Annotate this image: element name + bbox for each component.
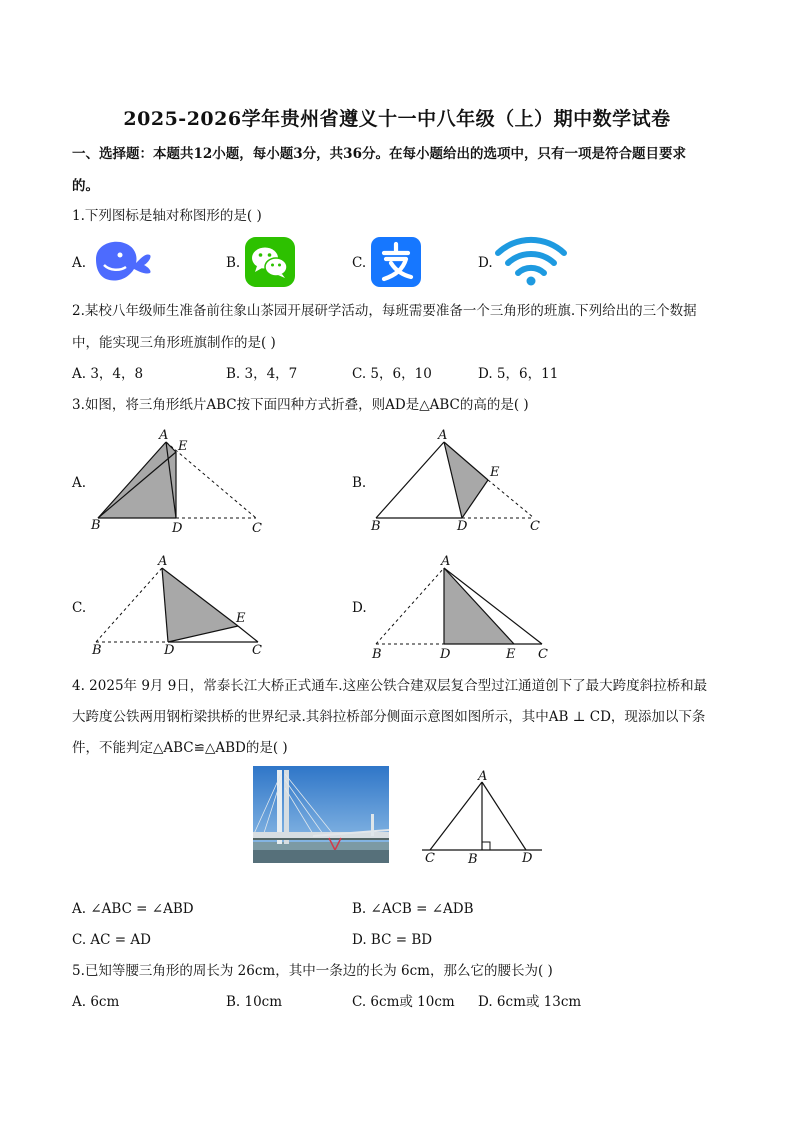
q3b-label-c: C <box>530 519 540 534</box>
q4-stem-cont2: 件，不能判定△ABC≌△ABD的是( ) <box>72 740 288 756</box>
bridge-photo <box>253 766 389 863</box>
q1-option-b-label: B. <box>226 255 241 271</box>
q4-label-c: C <box>425 851 435 866</box>
page-title: 2025-2026学年贵州省遵义十一中八年级（上）期中数学试卷 <box>123 108 671 130</box>
q4-option-d: D. BC = BD <box>352 932 433 948</box>
q3b-label-b: B <box>371 519 381 534</box>
q5-option-a: A. 6cm <box>72 994 120 1010</box>
q3-option-b-label: B. <box>352 475 367 491</box>
q5-stem: 5.已知等腰三角形的周长为 26cm，其中一条边的长为 6cm，那么它的腰长为( ) <box>72 963 553 979</box>
q4-stem: 4. 2025年 9月 9日，常泰长江大桥正式通车.这座公铁合建双层复合型过江通道创下了最大跨度斜拉桥和最 <box>72 678 708 694</box>
q3c-label-d: D <box>164 643 175 658</box>
q3d-label-e: E <box>506 647 516 662</box>
q4-label-b: B <box>468 852 478 867</box>
section-instructions: 一、选择题：本题共12小题，每小题3分，共36分。在每小题给出的选项中，只有一项是符合题目要求 <box>72 146 686 162</box>
q3d-label-b: B <box>372 647 382 662</box>
q3b-label-d: D <box>457 519 468 534</box>
q4-figure <box>418 770 548 870</box>
q4-option-c: C. AC = AD <box>72 932 151 948</box>
q4-stem-cont: 大跨度公铁两用钢桁梁拱桥的世界纪录.其斜拉桥部分侧面示意图如图所示，其中AB ⊥ CD，现添加以下条 <box>72 709 706 725</box>
q3-stem: 3.如图，将三角形纸片ABC按下面四种方式折叠，则AD是△ABC的高的是( ) <box>72 397 529 413</box>
q4-option-a: A. ∠ABC = ∠ABD <box>72 901 194 917</box>
q2-option-d: D. 5，6，11 <box>478 366 559 382</box>
q3d-label-a: A <box>441 554 451 569</box>
section-instructions-cont: 的。 <box>72 178 99 194</box>
q3d-label-c: C <box>538 647 548 662</box>
q3b-label-e: E <box>490 465 500 480</box>
q3-figure-c <box>88 552 278 660</box>
q4-option-b: B. ∠ACB = ∠ADB <box>352 901 474 917</box>
whale-logo-icon <box>90 235 140 285</box>
q5-option-b: B. 10cm <box>226 994 283 1010</box>
q4-label-d: D <box>522 851 533 866</box>
q3a-label-a: A <box>159 428 169 443</box>
q3a-label-d: D <box>172 521 183 534</box>
q3b-label-a: A <box>438 428 448 443</box>
q3c-label-c: C <box>252 643 262 658</box>
q1-option-a-label: A. <box>72 255 87 271</box>
q1-option-d-label: D. <box>478 255 493 271</box>
q2-option-b: B. 3，4，7 <box>226 366 298 382</box>
q3c-label-e: E <box>236 611 246 626</box>
q3-option-d-label: D. <box>352 600 367 616</box>
q3a-label-e: E <box>178 439 188 454</box>
q2-stem: 2.某校八年级师生准备前往象山茶园开展研学活动，每班需要准备一个三角形的班旗.下列给出的三个数据 <box>72 303 697 319</box>
q3a-label-c: C <box>252 521 262 534</box>
q3a-label-b: B <box>91 518 101 533</box>
q4-label-a: A <box>478 770 488 784</box>
q3c-label-a: A <box>158 554 168 569</box>
wifi-icon <box>494 235 568 287</box>
q3-option-a-label: A. <box>72 475 87 491</box>
q2-option-c: C. 5，6，10 <box>352 366 432 382</box>
q3-figure-d <box>366 552 556 662</box>
q1-option-c-label: C. <box>352 255 367 271</box>
q3-option-c-label: C. <box>72 600 87 616</box>
q3c-label-b: B <box>92 643 102 658</box>
q2-stem-cont: 中，能实现三角形班旗制作的是( ) <box>72 335 276 351</box>
q1-stem: 1.下列图标是轴对称图形的是( ) <box>72 208 262 224</box>
q5-option-d: D. 6cm或 13cm <box>478 994 582 1010</box>
alipay-icon <box>371 237 421 287</box>
q3-figure-a <box>88 428 278 534</box>
wechat-icon <box>245 237 295 287</box>
q5-option-c: C. 6cm或 10cm <box>352 994 455 1010</box>
q2-option-a: A. 3，4，8 <box>72 366 144 382</box>
q3d-label-d: D <box>440 647 451 662</box>
q3-figure-b <box>366 428 556 534</box>
